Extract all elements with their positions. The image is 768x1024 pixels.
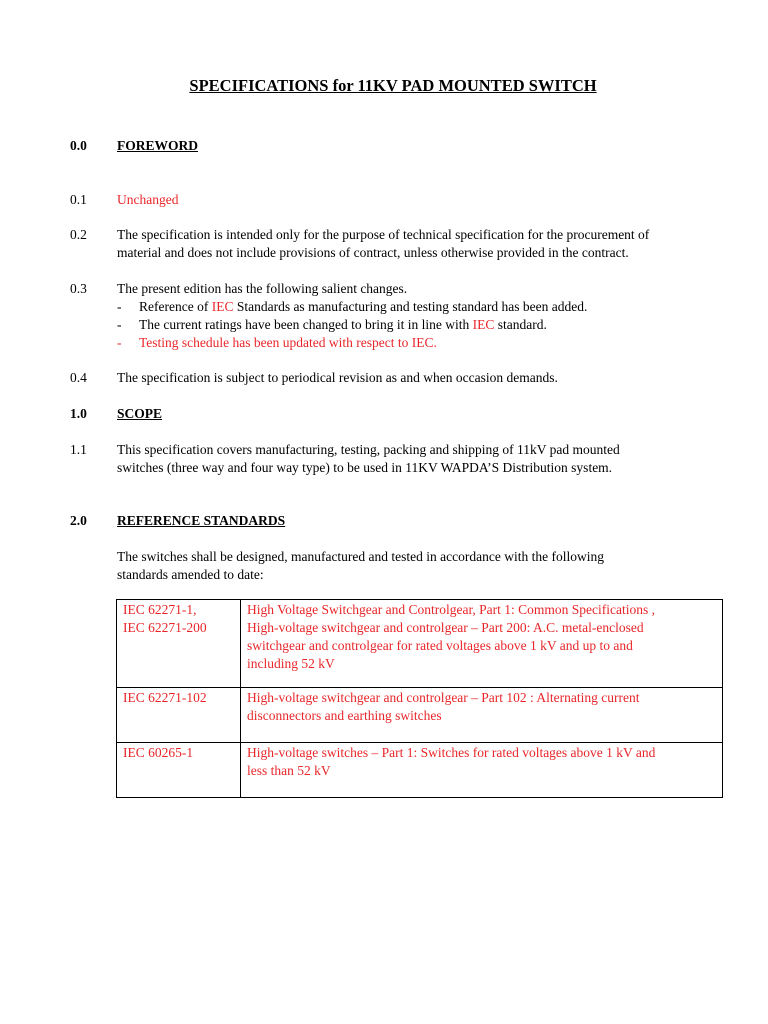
- standards-table: [116, 599, 723, 798]
- clause-text: The present edition has the following salient changes.: [117, 281, 408, 296]
- standard-description-line: High-voltage switches – Part 1: Switches for rated voltages above 1 kV and: [247, 745, 656, 760]
- clause-number: 0.3: [70, 281, 87, 296]
- clause-text-line: The specification is intended only for the purpose of technical specification for the procurement of: [117, 227, 650, 242]
- standard-code-cell: [117, 600, 241, 688]
- standard-code: IEC 62271-102: [123, 690, 207, 705]
- standard-description-cell: [241, 600, 723, 688]
- bullet-dash: -: [117, 317, 122, 332]
- standard-code: IEC 60265-1: [123, 745, 194, 760]
- standard-description-line: including 52 kV: [247, 656, 335, 671]
- clause-number: 0.4: [70, 370, 87, 385]
- standard-description-line: High-voltage switchgear and controlgear – Part 102 : Alternating current: [247, 690, 640, 705]
- bullet-item: The current ratings have been changed to bring it in line with IEC standard.: [139, 317, 547, 332]
- standard-description-line: disconnectors and earthing switches: [247, 708, 442, 723]
- section-number: 1.0: [70, 406, 87, 421]
- standard-code-cell: [117, 688, 241, 743]
- clause-text-line: material and does not include provisions of contract, unless otherwise provided in the contract.: [117, 245, 629, 260]
- section-heading-foreword: FOREWORD: [117, 138, 198, 153]
- standard-description-line: less than 52 kV: [247, 763, 331, 778]
- standard-code: IEC 62271-1,: [123, 602, 197, 617]
- standard-description-cell: [241, 688, 723, 743]
- bullet-dash: -: [117, 335, 122, 350]
- table-row: [117, 743, 723, 798]
- bullet-item: Testing schedule has been updated with respect to IEC.: [139, 335, 437, 350]
- standard-description-line: High Voltage Switchgear and Controlgear, Part 1: Common Specifications ,: [247, 602, 656, 617]
- paragraph-line: The switches shall be designed, manufactured and tested in accordance with the following: [117, 549, 604, 564]
- clause-text: The specification is subject to periodical revision as and when occasion demands.: [117, 370, 558, 385]
- section-number: 0.0: [70, 138, 87, 153]
- clause-text: Unchanged: [117, 192, 179, 207]
- table-row: [117, 600, 723, 688]
- standard-description-line: switchgear and controlgear for rated voltages above 1 kV and up to and: [247, 638, 633, 653]
- section-heading-reference-standards: REFERENCE STANDARDS: [117, 513, 286, 528]
- table-row: [117, 688, 723, 743]
- standard-description-line: High-voltage switchgear and controlgear – Part 200: A.C. metal-enclosed: [247, 620, 644, 635]
- document-title: SPECIFICATIONS for 11KV PAD MOUNTED SWITCH: [189, 76, 597, 95]
- section-number: 2.0: [70, 513, 87, 528]
- section-heading-scope: SCOPE: [117, 406, 163, 421]
- clause-text-line: This specification covers manufacturing, testing, packing and shipping of 11kV pad mounted: [117, 442, 620, 457]
- bullet-dash: -: [117, 299, 122, 314]
- clause-number: 0.1: [70, 192, 87, 207]
- standard-code: IEC 62271-200: [123, 620, 207, 635]
- clause-text-line: switches (three way and four way type) to be used in 11KV WAPDA’S Distribution system.: [117, 460, 613, 475]
- standard-code-cell: [117, 743, 241, 798]
- standard-description-cell: [241, 743, 723, 798]
- clause-number: 0.2: [70, 227, 87, 242]
- paragraph-line: standards amended to date:: [117, 567, 264, 582]
- clause-number: 1.1: [70, 442, 87, 457]
- bullet-item: Reference of IEC Standards as manufacturing and testing standard has been added.: [139, 299, 588, 314]
